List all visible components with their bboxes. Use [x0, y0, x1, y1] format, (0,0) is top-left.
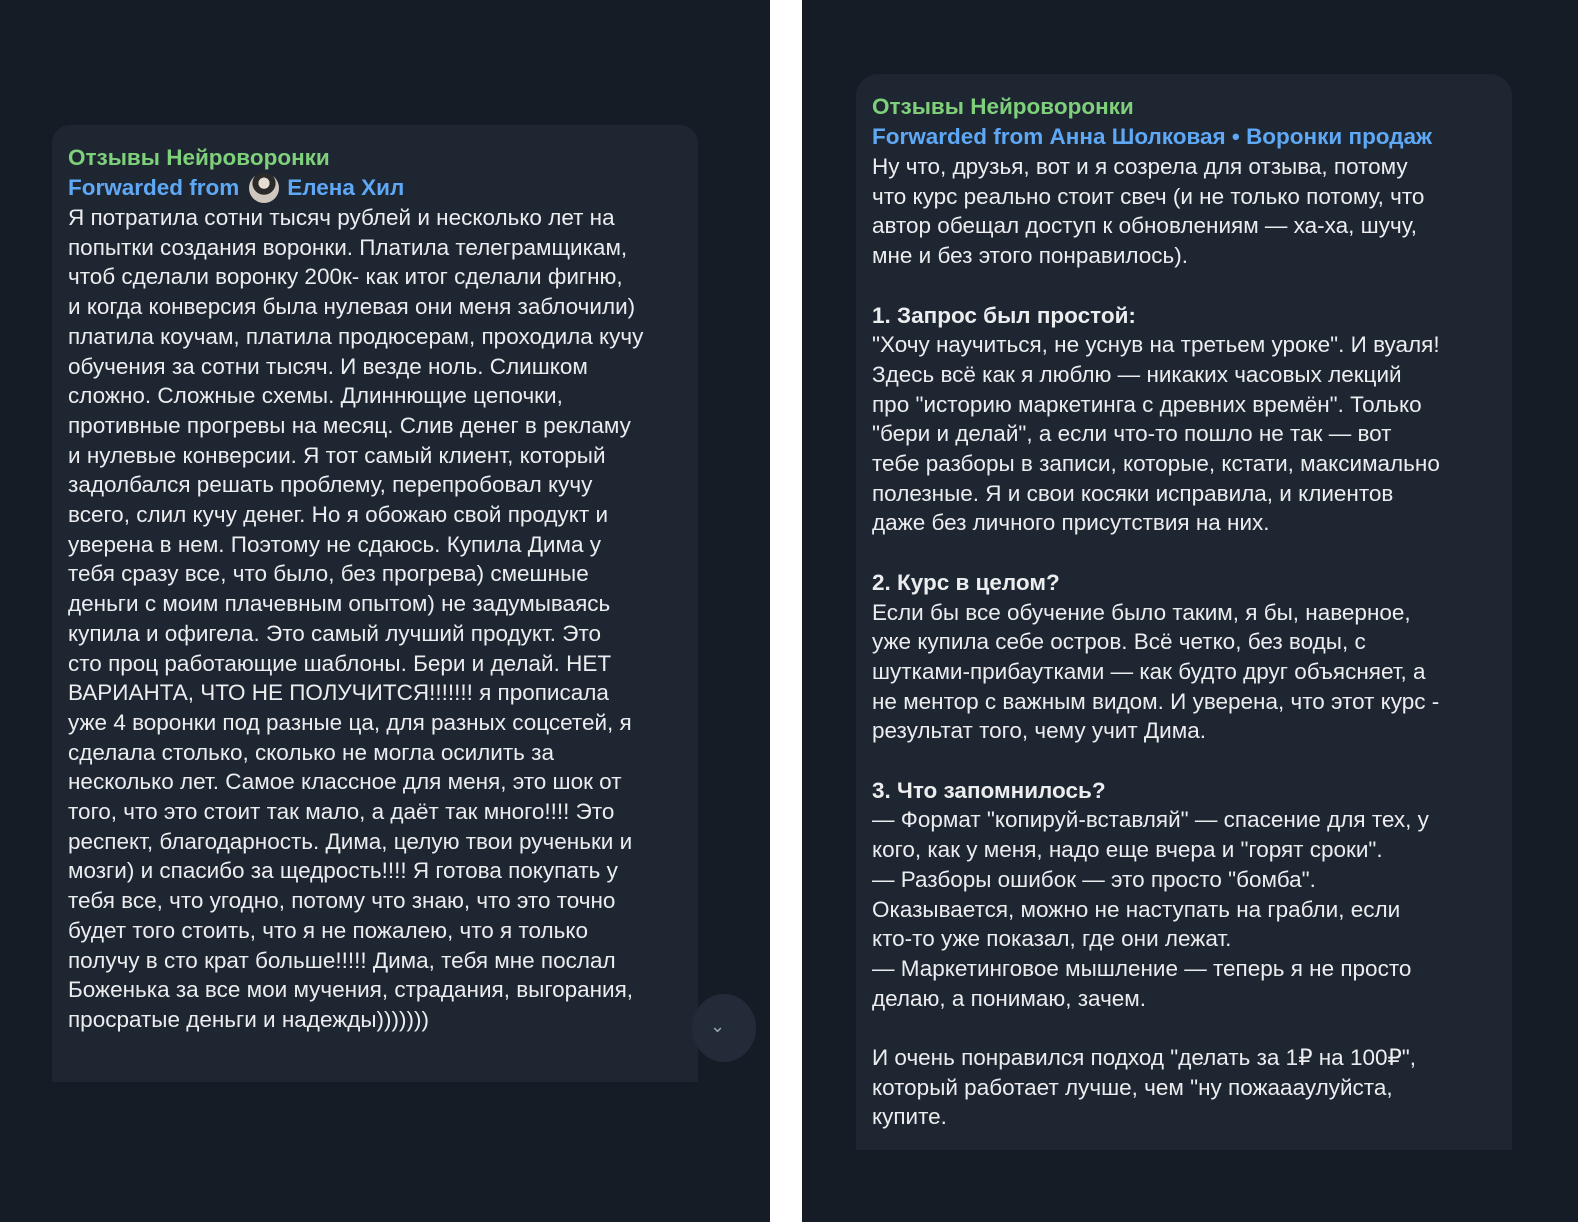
message-text: [68, 203, 682, 1035]
text-line: что курс реально стоит свеч (и не только потому, что: [872, 183, 1425, 209]
text-line: "бери и делай", а если что-то пошло не так — вот: [872, 421, 1392, 447]
forwarded-author[interactable]: Елена Хил: [287, 175, 405, 200]
text-line: платила коучам, платила продюсерам, проходила кучу: [68, 323, 644, 349]
text-line: несколько лет. Самое классное для меня, это шок от: [68, 769, 622, 795]
text-line: — Маркетинговое мышление — теперь я не просто: [872, 955, 1412, 981]
text-line: уже купила себе остров. Всё четко, без воды, с: [872, 629, 1366, 655]
text-line: деньги с моим плачевным опытом) не задумываясь: [68, 591, 611, 617]
text-line: и когда конверсия была нулевая они меня заблочили): [68, 294, 636, 320]
text-line: автор обещал доступ к обновлениям — ха-ха, шучу,: [872, 213, 1417, 239]
scroll-down-button[interactable]: [692, 994, 756, 1062]
channel-name[interactable]: Отзывы Нейроворонки: [872, 94, 1134, 119]
left-chat-panel: [0, 0, 770, 1222]
forwarded-header[interactable]: Forwarded from Анна Шолковая • Воронки продаж: [872, 124, 1433, 149]
text-line: получу в сто крат больше!!!!! Дима, тебя мне послал: [68, 947, 616, 973]
forwarded-prefix: Forwarded from: [68, 175, 240, 200]
text-line: будет того стоить, что я не пожалею, что я только: [68, 917, 589, 943]
text-line: делаю, а понимаю, зачем.: [872, 985, 1147, 1011]
channel-name[interactable]: Отзывы Нейроворонки: [68, 145, 330, 170]
text-line: уже 4 воронки под разные ца, для разных соцсетей, я: [68, 709, 632, 735]
text-line: про "историю маркетинга с древних времён". Только: [872, 391, 1422, 417]
text-line: задолбался решать проблему, перепробовал кучу: [68, 472, 593, 498]
section-title: 3. Что запомнилось?: [872, 777, 1106, 803]
text-line: и нулевые конверсии. Я тот самый клиент, который: [68, 442, 606, 468]
text-line: тебя все, что угодно, потому что знаю, что это точно: [68, 888, 616, 914]
text-line: всего, слил кучу денег. Но я обожаю свой продукт и: [68, 502, 609, 528]
text-line: попытки создания воронки. Платила телеграмщикам,: [68, 234, 628, 260]
text-line: мозги) и спасибо за щедрость!!!! Я готова покупать у: [68, 858, 618, 884]
text-line: того, что это стоит так мало, а даёт так много!!!! Это: [68, 799, 615, 825]
section-title: 2. Курс в целом?: [872, 569, 1060, 595]
author-avatar[interactable]: [249, 173, 279, 203]
text-line: даже без личного присутствия на них.: [872, 510, 1270, 536]
text-line: Ну что, друзья, вот и я созрела для отзыва, потому: [872, 154, 1408, 179]
text-line: сложно. Сложные схемы. Длиннющие цепочки,: [68, 383, 563, 409]
forwarded-header[interactable]: [68, 173, 682, 203]
text-line: полезные. Я и свои косяки исправила, и клиентов: [872, 480, 1394, 506]
right-chat-panel: [802, 0, 1578, 1222]
text-line: "Хочу научиться, не уснув на третьем уроке". И вуаля!: [872, 332, 1440, 358]
section-title: 1. Запрос был простой:: [872, 302, 1136, 328]
text-line: противные прогревы на месяц. Слив денег в рекламу: [68, 412, 631, 438]
text-line: И очень понравился подход "делать за 1₽ на 100₽",: [872, 1045, 1417, 1071]
text-line: обучения за сотни тысяч. И везде ноль. Слишком: [68, 353, 588, 379]
message-bubble[interactable]: [52, 125, 698, 1082]
text-line: который работает лучше, чем "ну пожаааулуйста,: [872, 1074, 1393, 1100]
text-line: уверена в нем. Поэтому не сдаюсь. Купила Дима у: [68, 531, 601, 557]
text-line: кто-то уже показал, где они лежат.: [872, 926, 1232, 952]
text-line: — Разборы ошибок — это просто "бомба".: [872, 866, 1316, 892]
text-line: тебя сразу все, что было, без прогрева) смешные: [68, 561, 589, 587]
text-line: тебе разборы в записи, которые, кстати, максимально: [872, 451, 1440, 477]
text-line: результат того, чему учит Дима.: [872, 718, 1206, 744]
text-line: респект, благодарность. Дима, целую твои рученьки и: [68, 828, 633, 854]
text-line: Здесь всё как я люблю — никаких часовых лекций: [872, 361, 1402, 387]
text-line: сто проц работающие шаблоны. Бери и делай. НЕТ: [68, 650, 612, 676]
text-line: не ментор с важным видом. И уверена, что этот курс -: [872, 688, 1440, 714]
message-text: [872, 152, 1496, 1132]
text-line: просратые деньги и надежды))))))): [68, 1006, 429, 1032]
chevron-down-icon: ⌄: [710, 1016, 726, 1037]
text-line: чтоб сделали воронку 200к- как итог сделали фигню,: [68, 264, 623, 290]
text-line: кого, как у меня, надо еще вчера и "горят сроки".: [872, 837, 1383, 863]
text-line: ВАРИАНТА, ЧТО НЕ ПОЛУЧИТСЯ!!!!!!! я прописала: [68, 680, 609, 706]
text-line: мне и без этого понравилось).: [872, 243, 1189, 269]
text-line: купите.: [872, 1104, 947, 1130]
text-line: Я потратила сотни тысяч рублей и несколько лет на: [68, 205, 615, 230]
text-line: Оказывается, можно не наступать на грабли, если: [872, 896, 1401, 922]
text-line: купила и офигела. Это самый лучший продукт. Это: [68, 620, 602, 646]
message-bubble[interactable]: [856, 74, 1512, 1150]
text-line: сделала столько, сколько не могла осилить за: [68, 739, 554, 765]
text-line: Боженька за все мои мучения, страдания, выгорания,: [68, 977, 634, 1003]
text-line: шутками-прибаутками — как будто друг объясняет, а: [872, 658, 1426, 684]
text-line: Если бы все обучение было таким, я бы, наверное,: [872, 599, 1411, 625]
text-line: — Формат "копируй-вставляй" — спасение для тех, у: [872, 807, 1429, 833]
